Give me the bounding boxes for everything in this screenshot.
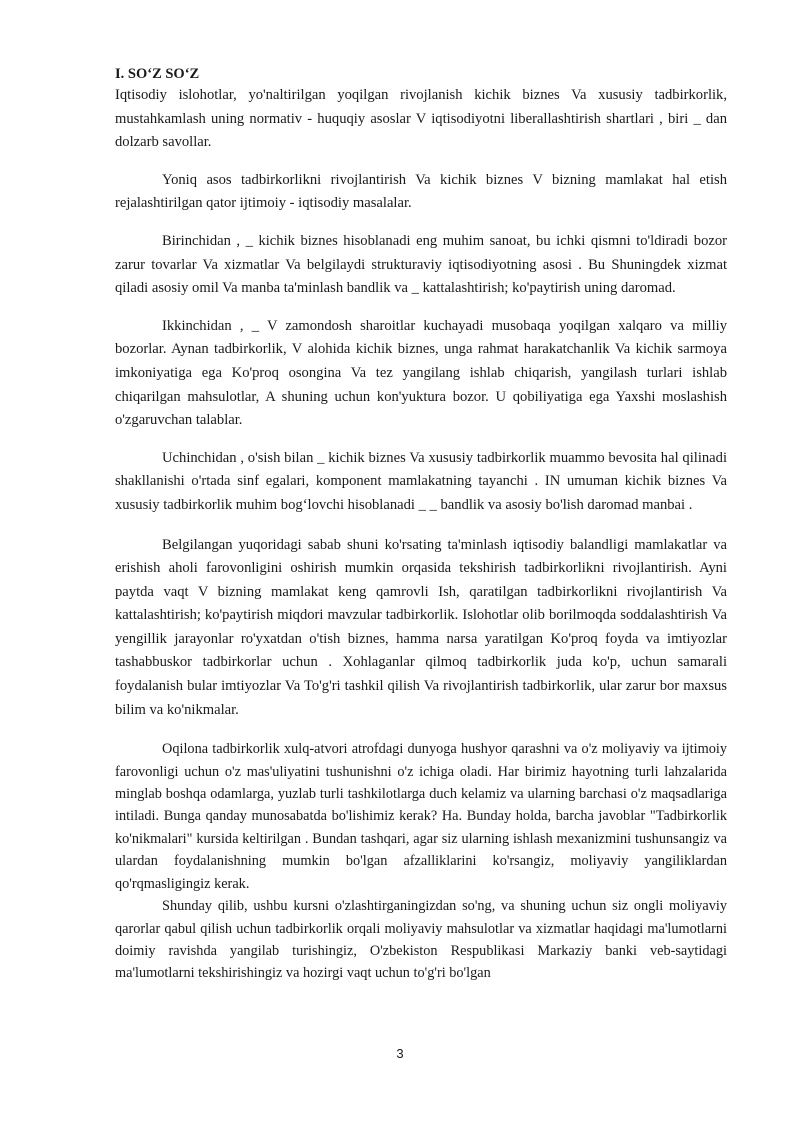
page-number: 3 — [396, 1046, 404, 1061]
paragraph-rational-behavior: Oqilona tadbirkorlik xulq-atvori atrofdagi dunyoga hushyor qarashni va o'z moliyaviy va ijtimoiy farovonligi uchun o'z mas'uliyatini tushunishni o'z ichiga oladi. Har birimiz hayotning turli lahzalarida minglab boshqa odamlarga, yuzlab turli tashkilotlarga duch kelamiz va ularning barchasi o'z maqsadlariga intiladi. Bunga qanday munosabatda bo'lishimiz kerak? Ha. Bunday holda, barcha javoblar "Tadbirkorlik ko'nikmalari" kursida keltirilgan . Bundan tashqari, agar siz ularning ishlash mexanizmini tushunsangiz va ulardan foydalanishning mumkin bo'lgan afzalliklarini ko'rsangiz, moliyaviy yangiliklardan qo'rqmasligingiz kerak. — [115, 741, 727, 892]
paragraph-reasons: Belgilangan yuqoridagi sabab shuni ko'rsating ta'minlash iqtisodiy balandligi mamlakatlar va erishish aholi farovonligini oshirish mumkin orqasida tekshirish tadbirkorlikni rivojlantirish. Ayni paytda vaqt V bizning mamlakat keng qamrovli Ish, qaratilgan tadbirkorlikni rivojlantirish Va kattalashtirish; ko'paytirish miqdori mavzular tadbirkorlik. Islohotlar olib borilmoqda soddalashtirish Va yengillik jarayonlar ro'yxatdan o'tish biznes, hamma narsa yaratilgan Ko'proq foyda va imtiyozlar tashabbuskor tadbirkorlar uchun . Xohlaganlar qilmoq tadbirkorlik juda ko'p, uchun samarali foydalanish bular imtiyozlar Va To'g'ri tashkil qilish Va rivojlantirish tadbirkorlik, ular zarur bor maxsus bilim va ko'nikmalar. — [115, 536, 727, 718]
document-page — [115, 64, 727, 985]
paragraph-second-point: Ikkinchidan , _ V zamondosh sharoitlar kuchayadi musobaqa yoqilgan xalqaro va milliy bozorlar. Aynan tadbirkorlik, V alohida kichik biznes, unga rahmat harakatchanlik Va kichik sarmoya imkoniyatiga ega Ko'proq osongina Va tez yangilang ishlab chiqarish, yangilash turlari ishlab chiqarilgan mahsulotlar, A shuning uchun kon'yuktura bozor. U qobiliyatiga ega Yaxshi moslashish o'zgaruvchan talablar. — [115, 317, 727, 429]
section-heading: I. SO‘Z SO‘Z — [115, 66, 200, 82]
paragraph-conclusion: Shunday qilib, ushbu kursni o'zlashtirganingizdan so'ng, va shuning uchun siz ongli moliyaviy qarorlar qabul qilish uchun tadbirkorlik orqali moliyaviy mahsulotlar va xizmatlar haqidagi ma'lumotlarni doimiy ravishda yangilab turishingiz, O'zbekiston Respublikasi Markaziy banki veb-saytidagi ma'lumotlarni tekshirishingiz va hozirgi vaqt uchun to'g'ri bo'lgan — [115, 898, 727, 982]
paragraph-intro: Iqtisodiy islohotlar, yo'naltirilgan yoqilgan rivojlanish kichik biznes Va xususiy tadbirkorlik, mustahkamlash uning normativ - huquqiy asoslar V iqtisodiyotni liberallashtirish shartlari , biri _ dan dolzarb savollar. — [115, 87, 727, 151]
paragraph-third-point: Uchinchidan , o'sish bilan _ kichik biznes Va xususiy tadbirkorlik muammo bevosita hal qilinadi shakllanishi o'rtada sinf egalari, komponent mamlakatning tayanchi . IN umuman kichik biznes Va xususiy tadbirkorlik muhim bog‘lovchi hisoblanadi _ _ bandlik va asosiy bo'lish daromad manbai . — [115, 449, 727, 513]
paragraph-first-point: Birinchidan , _ kichik biznes hisoblanadi eng muhim sanoat, bu ichki qismni to'ldiradi bozor zarur tovarlar Va xizmatlar Va belgilaydi strukturaviy iqtisodiyotning asosi . Bu Shuningdek xizmat qiladi asosiy omil Va manba ta'minlash bandlik va _ kattalashtirish; ko'paytirish uning daromad. — [115, 232, 727, 297]
paragraph-basis: Yoniq asos tadbirkorlikni rivojlantirish Va kichik biznes V bizning mamlakat hal etish rejalashtirilgan qator ijtimoiy - iqtisodiy masalalar. — [115, 171, 727, 212]
